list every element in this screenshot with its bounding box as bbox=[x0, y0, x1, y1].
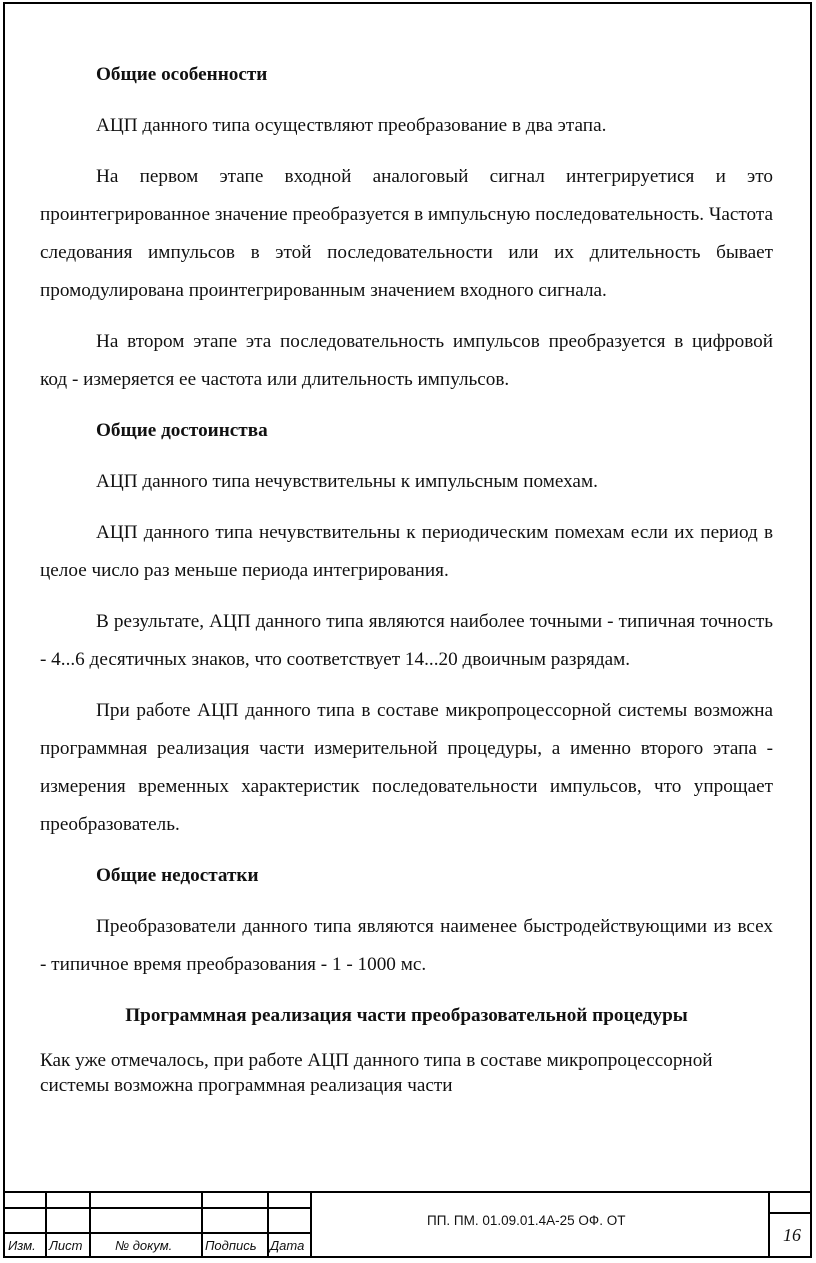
paragraph: АЦП данного типа осуществляют преобразование в два этапа. bbox=[96, 115, 607, 136]
paragraph: В результате, АЦП данного типа являются наиболее точными - типичная точность - 4...6 десятичных знаков, что соответствует 14...20 двоичным разрядам. bbox=[40, 611, 773, 670]
stamp-row-line bbox=[3, 1232, 312, 1234]
paragraph: При работе АЦП данного типа в составе микропроцессорной системы возможна программная реализация части измерительной процедуры, а именно второго этапа - измерения временных характеристик последовательности импульсов, что упрощает преобразователь. bbox=[40, 700, 773, 835]
stamp-col-line bbox=[45, 1191, 47, 1258]
paragraph: АЦП данного типа нечувствительны к периодическим помехам если их период в целое число раз меньше периода интегрирования. bbox=[40, 522, 773, 581]
paragraph: На втором этапе эта последовательность импульсов преобразуется в цифровой код - измеряется ее частота или длительность импульсов. bbox=[40, 331, 773, 390]
stamp-label-dokum: № докум. bbox=[115, 1238, 173, 1253]
stamp-col-line bbox=[201, 1191, 203, 1258]
stamp-top-line bbox=[3, 1191, 812, 1193]
document-code: ПП. ПМ. 01.09.01.4А-25 ОФ. ОТ bbox=[427, 1213, 626, 1228]
paragraph: Преобразователи данного типа являются наименее быстродействующими из всех - типичное время преобразования - 1 - 1000 мс. bbox=[40, 916, 773, 975]
title-block bbox=[3, 1191, 812, 1258]
paragraph: АЦП данного типа нечувствительны к импульсным помехам. bbox=[96, 471, 598, 492]
stamp-col-line bbox=[267, 1191, 269, 1258]
stamp-label-list: Лист bbox=[49, 1238, 83, 1253]
paragraph: Как уже отмечалось, при работе АЦП данного типа в составе микропроцессорной системы возможна программная реализация части bbox=[40, 1050, 713, 1096]
heading-software-implementation: Программная реализация части преобразовательной процедуры bbox=[125, 1005, 688, 1026]
heading-features: Общие особенности bbox=[96, 64, 268, 85]
stamp-label-data: Дата bbox=[270, 1238, 305, 1253]
stamp-page-line bbox=[768, 1212, 812, 1214]
page-number: 16 bbox=[783, 1225, 801, 1245]
stamp-label-podpis: Подпись bbox=[205, 1238, 257, 1253]
stamp-col-line bbox=[768, 1191, 770, 1258]
stamp-col-line bbox=[310, 1191, 312, 1258]
heading-disadvantages: Общие недостатки bbox=[96, 865, 259, 886]
stamp-label-izm: Изм. bbox=[8, 1238, 36, 1253]
stamp-row-line bbox=[3, 1207, 312, 1209]
document-body bbox=[40, 56, 773, 1111]
stamp-col-line bbox=[89, 1191, 91, 1258]
heading-advantages: Общие достоинства bbox=[96, 420, 268, 441]
paragraph: На первом этапе входной аналоговый сигнал интегрируетися и это проинтегрированное значение преобразуется в импульсную последовательность. Частота следования импульсов в этой последовательности или их длительность бывает промодулирована проинтегрированным значением входного сигнала. bbox=[40, 166, 773, 301]
